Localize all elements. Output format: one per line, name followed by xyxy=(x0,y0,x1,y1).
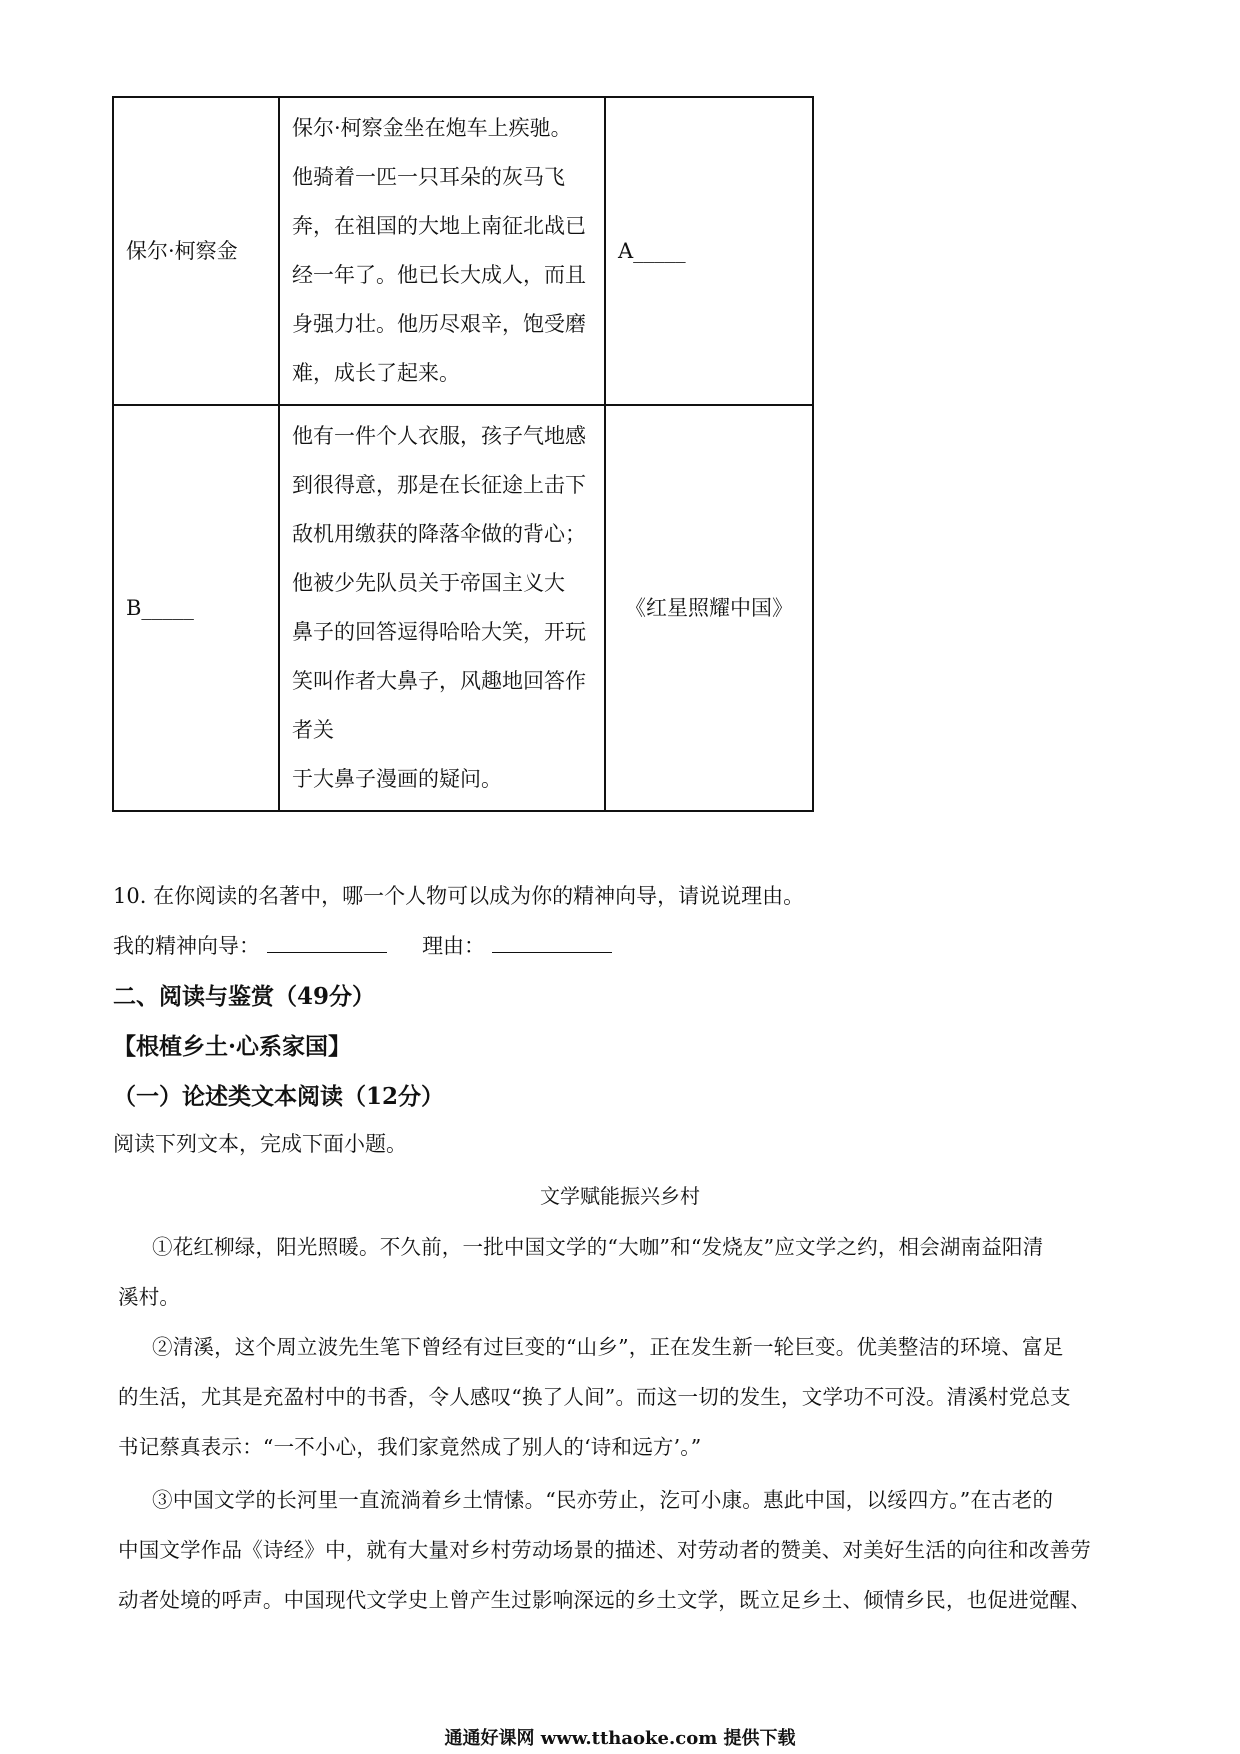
book-title-cell: A_____ xyxy=(605,97,813,405)
description-line: 奔，在祖国的大地上南征北战已 xyxy=(292,214,586,238)
table-row xyxy=(113,97,813,405)
description-line: 他被少先队员关于帝国主义大 xyxy=(292,571,565,595)
paragraph-line: 的生活，尤其是充盈村中的书香，令人感叹“换了人间”。而这一切的发生，文学功不可没。清溪村党总支 xyxy=(118,1385,1071,1409)
description-line: 身强力壮。他历尽艰辛，饱受磨 xyxy=(292,312,586,336)
section-theme: 【根植乡土·心系家国】 xyxy=(113,1033,352,1060)
table-row xyxy=(113,405,813,811)
paragraph-line: ①花红柳绿，阳光照暖。不久前，一批中国文学的“大咖”和“发烧友”应文学之约，相会湖南益阳清 xyxy=(152,1235,1044,1259)
book-title-cell: 《红星照耀中国》 xyxy=(605,405,813,811)
description-line: 于大鼻子漫画的疑问。 xyxy=(292,767,502,791)
reason-label: 理由： xyxy=(422,934,486,958)
page-footer: 通通好课网 www.tthaoke.com 提供下载 xyxy=(444,1728,796,1749)
character-description-cell xyxy=(279,405,605,811)
paragraph-line: 书记蔡真表示：“一不小心，我们家竟然成了别人的‘诗和远方’。” xyxy=(118,1435,702,1459)
description-line: 经一年了。他已长大成人，而且 xyxy=(292,263,586,287)
description-line: 他骑着一匹一只耳朵的灰马飞 xyxy=(292,165,565,189)
mentor-label: 我的精神向导： xyxy=(113,934,260,958)
description-line: 笑叫作者大鼻子，风趣地回答作 xyxy=(292,669,586,693)
description-line: 他有一件个人衣服，孩子气地感 xyxy=(292,424,586,448)
character-name-cell: B_____ xyxy=(113,405,279,811)
answer-line xyxy=(113,930,612,960)
mentor-blank[interactable] xyxy=(267,932,387,953)
character-description-cell xyxy=(279,97,605,405)
section-title: 二、阅读与鉴赏（49分） xyxy=(113,983,376,1010)
paragraph-line: 动者处境的呼声。中国现代文学史上曾产生过影响深远的乡土文学，既立足乡土、倾情乡民，也促进觉醒、 xyxy=(118,1588,1091,1612)
description-line: 者关 xyxy=(292,718,334,742)
paragraph-line: 中国文学作品《诗经》中，就有大量对乡村劳动场景的描述、对劳动者的赞美、对美好生活的向往和改善劳 xyxy=(118,1538,1091,1562)
paragraph-line: ②清溪，这个周立波先生笔下曾经有过巨变的“山乡”，正在发生新一轮巨变。优美整洁的环境、富足 xyxy=(152,1335,1064,1359)
reason-blank[interactable] xyxy=(492,932,612,953)
description-line: 到很得意，那是在长征途上击下 xyxy=(292,473,586,497)
description-line: 难，成长了起来。 xyxy=(292,361,460,385)
paragraph-line: 溪村。 xyxy=(118,1285,181,1309)
description-line: 鼻子的回答逗得哈哈大笑，开玩 xyxy=(292,620,586,644)
instruction: 阅读下列文本，完成下面小题。 xyxy=(113,1132,407,1156)
paragraph-line: ③中国文学的长河里一直流淌着乡土情愫。“民亦劳止，汔可小康。惠此中国，以绥四方。”在古老的 xyxy=(152,1488,1054,1512)
description-line: 敌机用缴获的降落伞做的背心； xyxy=(292,522,586,546)
description-line: 保尔·柯察金坐在炮车上疾驰。 xyxy=(292,116,572,140)
subsection-title: （一）论述类文本阅读（12分） xyxy=(113,1083,445,1110)
character-table xyxy=(112,96,814,812)
essay-title: 文学赋能振兴乡村 xyxy=(540,1184,700,1208)
question-10: 10. 在你阅读的名著中，哪一个人物可以成为你的精神向导，请说说理由。 xyxy=(113,884,805,908)
character-name-cell: 保尔·柯察金 xyxy=(113,97,279,405)
